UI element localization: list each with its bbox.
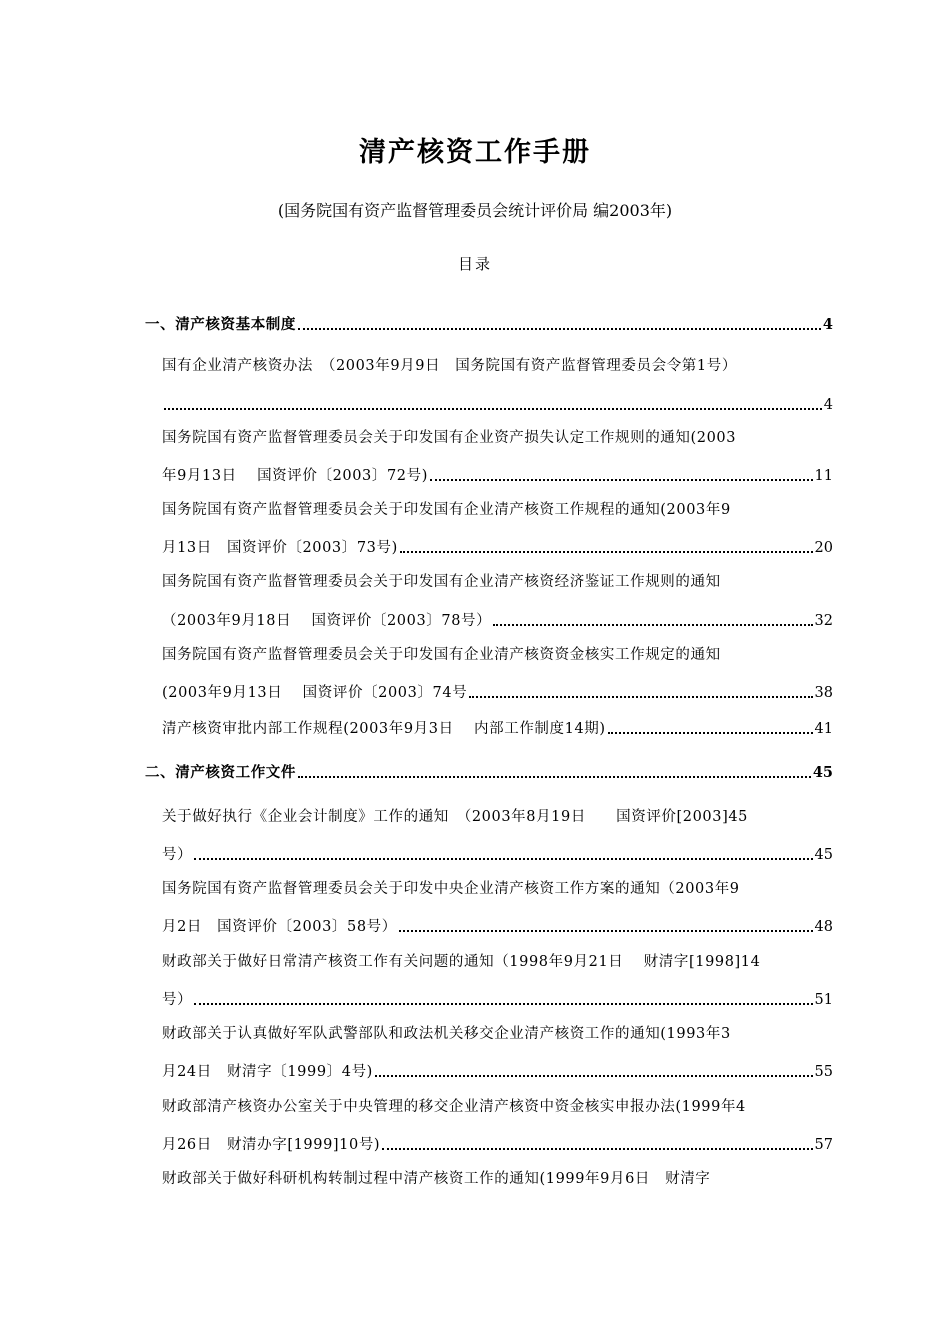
toc-leader-dots <box>382 1148 812 1150</box>
toc-entry-2-line2[interactable] <box>162 461 833 487</box>
toc-entry-12-line1[interactable]: 财政部关于做好科研机构转制过程中清产核资工作的通知(1999年9月6日 财清字 <box>162 1171 711 1187</box>
toc-leader-dots <box>298 328 821 330</box>
document-title: 清产核资工作手册 <box>359 137 591 168</box>
toc-entry-4-line1[interactable]: 国务院国有资产监督管理委员会关于印发国有企业清产核资经济鉴证工作规则的通知 <box>162 574 721 590</box>
toc-entry-4-page: 32 <box>814 613 833 629</box>
toc-entry-5-page: 38 <box>814 685 833 701</box>
toc-heading: 目录 <box>457 255 492 273</box>
toc-entry-6-page: 41 <box>814 721 833 737</box>
toc-entry-9-continuation: 号） <box>162 992 193 1008</box>
toc-entry-3-continuation: 月13日 国资评价〔2003〕73号) <box>162 540 398 556</box>
toc-entry-7-line2[interactable] <box>162 840 833 866</box>
toc-entry-9-page: 51 <box>814 992 833 1008</box>
toc-entry-5-continuation: (2003年9月13日 国资评价〔2003〕74号 <box>162 685 468 701</box>
toc-section-1-page: 4 <box>822 316 833 333</box>
toc-entry-11-page: 57 <box>814 1137 833 1153</box>
toc-entry-3-page: 20 <box>814 540 833 556</box>
toc-entry-7-line1[interactable]: 关于做好执行《企业会计制度》工作的通知 （2003年8月19日 国资评价[2003]45 <box>162 809 748 825</box>
toc-entry-11-line1[interactable]: 财政部清产核资办公室关于中央管理的移交企业清产核资中资金核实申报办法(1999年4 <box>162 1099 746 1115</box>
toc-leader-dots <box>164 408 822 410</box>
toc-entry-1-page: 4 <box>823 397 833 413</box>
toc-entry-5-line2[interactable] <box>162 678 833 704</box>
toc-section-2-label: 二、清产核资工作文件 <box>145 764 296 781</box>
toc-leader-dots <box>469 696 812 698</box>
toc-entry-8-continuation: 月2日 国资评价〔2003〕58号） <box>162 919 397 935</box>
toc-entry-6-label: 清产核资审批内部工作规程(2003年9月3日 内部工作制度14期) <box>162 721 606 737</box>
toc-entry-8-line1[interactable]: 国务院国有资产监督管理委员会关于印发中央企业清产核资工作方案的通知（2003年9 <box>162 881 740 897</box>
toc-leader-dots <box>493 624 812 626</box>
toc-leader-dots <box>298 776 811 778</box>
toc-entry-4-line2[interactable] <box>162 606 833 632</box>
toc-entry-2-page: 11 <box>814 468 833 484</box>
toc-section-1[interactable] <box>145 310 833 336</box>
toc-entry-3-line1[interactable]: 国务院国有资产监督管理委员会关于印发国有企业清产核资工作规程的通知(2003年9 <box>162 502 731 518</box>
toc-section-2-page: 45 <box>812 764 833 781</box>
toc-leader-dots <box>430 479 813 481</box>
toc-entry-4-continuation: （2003年9月18日 国资评价〔2003〕78号） <box>162 613 492 629</box>
toc-entry-10-line2[interactable] <box>162 1057 833 1083</box>
toc-leader-dots <box>399 930 813 932</box>
toc-leader-dots <box>608 732 813 734</box>
toc-entry-8-line2[interactable] <box>162 912 833 938</box>
toc-entry-7-page: 45 <box>814 847 833 863</box>
toc-entry-11-continuation: 月26日 财清办字[1999]10号) <box>162 1137 381 1153</box>
toc-leader-dots <box>194 858 812 860</box>
toc-entry-8-page: 48 <box>814 919 833 935</box>
toc-entry-9-line1[interactable]: 财政部关于做好日常清产核资工作有关问题的通知（1998年9月21日 财清字[1998]14 <box>162 954 761 970</box>
toc-entry-1-line1[interactable]: 国有企业清产核资办法 （2003年9月9日 国务院国有资产监督管理委员会令第1号） <box>162 358 737 374</box>
toc-leader-dots <box>375 1075 813 1077</box>
toc-entry-2-continuation: 年9月13日 国资评价〔2003〕72号) <box>162 468 428 484</box>
toc-entry-7-continuation: 号） <box>162 847 193 863</box>
toc-entry-11-line2[interactable] <box>162 1130 833 1156</box>
toc-entry-5-line1[interactable]: 国务院国有资产监督管理委员会关于印发国有企业清产核资资金核实工作规定的通知 <box>162 647 721 663</box>
toc-entry-3-line2[interactable] <box>162 533 833 559</box>
toc-entry-10-page: 55 <box>814 1064 833 1080</box>
toc-entry-10-line1[interactable]: 财政部关于认真做好军队武警部队和政法机关移交企业清产核资工作的通知(1993年3 <box>162 1026 731 1042</box>
toc-leader-dots <box>400 551 813 553</box>
toc-entry-10-continuation: 月24日 财清字〔1999〕4号) <box>162 1064 373 1080</box>
toc-entry-1-line2[interactable] <box>162 390 833 416</box>
toc-entry-9-line2[interactable] <box>162 985 833 1011</box>
toc-section-2[interactable] <box>145 758 833 784</box>
toc-section-1-label: 一、清产核资基本制度 <box>145 316 296 333</box>
toc-entry-2-line1[interactable]: 国务院国有资产监督管理委员会关于印发国有企业资产损失认定工作规则的通知(2003 <box>162 430 737 446</box>
toc-entry-6[interactable] <box>162 714 833 740</box>
toc-leader-dots <box>194 1003 812 1005</box>
document-subtitle: (国务院国有资产监督管理委员会统计评价局 编2003年) <box>277 201 673 220</box>
